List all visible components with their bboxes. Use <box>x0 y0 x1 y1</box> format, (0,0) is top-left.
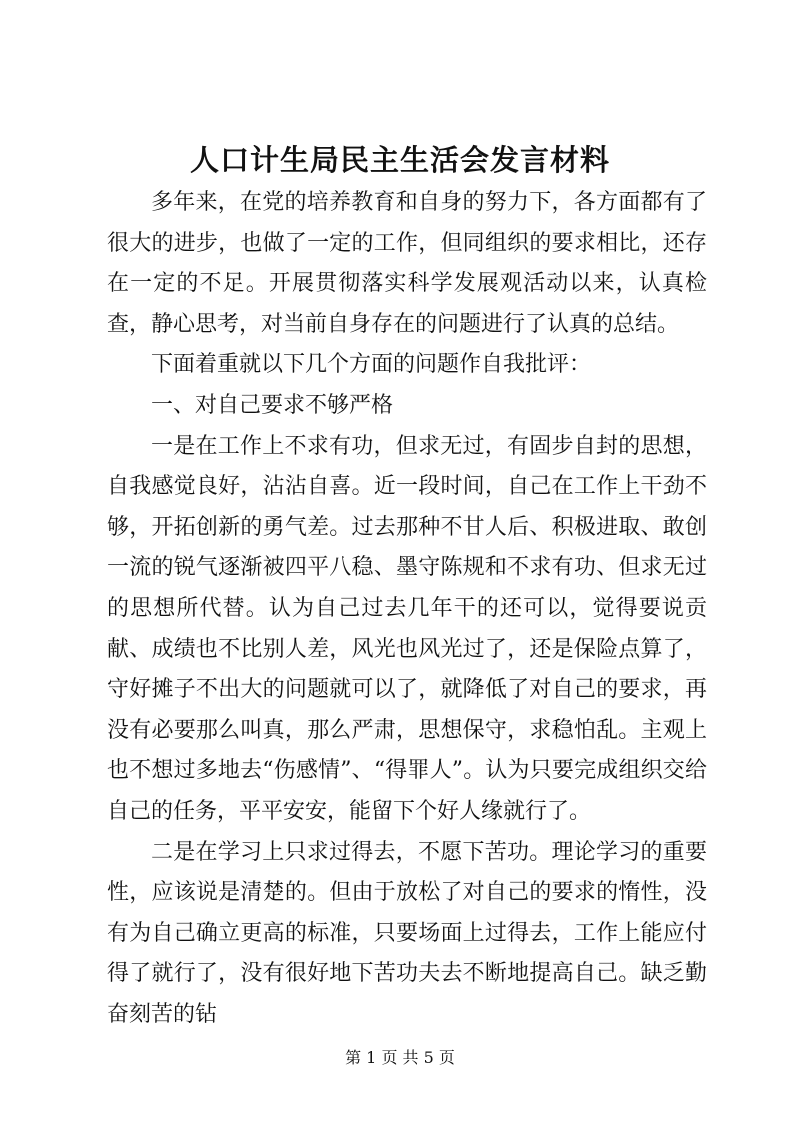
paragraph-point-2: 二是在学习上只求过得去，不愿下苦功。理论学习的重要性，应该说是清楚的。但由于放松了对自己的要求的惰性，没有为自己确立更高的标准，只要场面上过得去，工作上能应付得了就行了，没有很好地下苦功夫去不断地提高自己。缺乏勤奋刻苦的钻 <box>107 839 707 1027</box>
paragraph-point-1: 一是在工作上不求有功，但求无过，有固步自封的思想，自我感觉良好，沾沾自喜。近一段时间，自己在工作上干劲不够，开拓创新的勇气差。过去那种不甘人后、积极进取、敢创一流的锐气逐渐被四平八稳、墨守陈规和不求有功、但求无过的思想所代替。认为自己过去几年干的还可以，觉得要说贡献、成绩也不比别人差，风光也风光过了，还是保险点算了，守好摊子不出大的问题就可以了，就降低了对自己的要求，再没有必要那么叫真，那么严肃，思想保守，求稳怕乱。主观上也不想过多地去“伤感情”、“得罪人”。认为只要完成组织交给自己的任务，平平安安，能留下个好人缘就行了。 <box>107 433 707 824</box>
document-body <box>107 183 707 1035</box>
paragraph-lead-in: 下面着重就以下几个方面的问题作自我批评： <box>151 352 592 378</box>
section-heading-1: 一、对自己要求不够严格 <box>151 392 394 418</box>
page-footer: 第 1 页 共 5 页 <box>345 1048 455 1067</box>
document-title: 人口计生局民主生活会发言材料 <box>189 143 610 177</box>
paragraph-intro: 多年来，在党的培养教育和自身的努力下，各方面都有了很大的进步，也做了一定的工作，但同组织的要求相比，还存在一定的不足。开展贯彻落实科学发展观活动以来，认真检查，静心思考，对当前自身存在的问题进行了认真的总结。 <box>107 190 707 337</box>
